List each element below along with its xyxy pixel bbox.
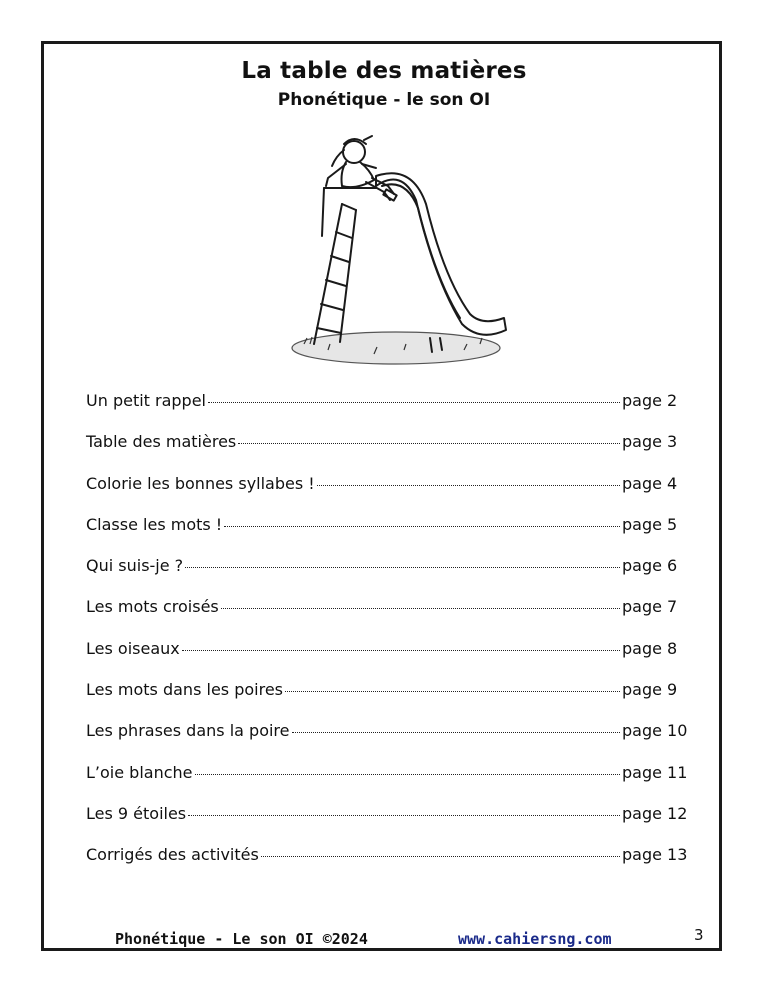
- toc-page: page 2: [622, 391, 678, 410]
- page-number: 3: [694, 926, 704, 944]
- dot-leader: [188, 815, 620, 816]
- dot-leader: [261, 856, 620, 857]
- toc-page: page 9: [622, 680, 678, 700]
- toc-label: Colorie les bonnes syllabes !: [86, 473, 315, 493]
- toc-label: Qui suis-je ?: [86, 556, 184, 576]
- toc-row: [86, 763, 688, 804]
- dot-leader: [285, 691, 620, 692]
- table-of-contents: [86, 391, 688, 887]
- toc-row: [86, 474, 688, 515]
- toc-row: [86, 556, 688, 597]
- toc-row: [86, 845, 688, 886]
- page-title: La table des matières: [241, 58, 527, 84]
- toc-label: Un petit rappel: [86, 391, 206, 410]
- toc-label: Corrigés des activités: [86, 845, 259, 865]
- toc-page: page 13: [622, 845, 688, 865]
- girl-on-slide-icon: [284, 128, 514, 374]
- toc-page: page 8: [622, 638, 678, 658]
- toc-row: [86, 639, 688, 680]
- toc-page: page 12: [622, 803, 688, 823]
- dot-leader: [292, 732, 621, 733]
- toc-label: L’oie blanche: [86, 762, 193, 782]
- toc-label: Les mots dans les poires: [86, 680, 283, 700]
- toc-row: [86, 432, 688, 473]
- toc-label: Les mots croisés: [86, 597, 219, 617]
- toc-page: page 7: [622, 597, 678, 617]
- dot-leader: [221, 608, 620, 609]
- footer-copyright: Phonétique - Le son OI ©2024: [115, 930, 368, 948]
- toc-row: [86, 680, 688, 721]
- toc-row: [86, 721, 688, 762]
- toc-label: Les 9 étoiles: [86, 803, 187, 823]
- dot-leader: [317, 485, 620, 486]
- toc-row: [86, 804, 688, 845]
- toc-row: [86, 515, 688, 556]
- toc-row: [86, 391, 688, 432]
- toc-page: page 5: [622, 514, 678, 534]
- toc-page: page 4: [622, 473, 678, 493]
- dot-leader: [182, 650, 620, 651]
- toc-page: page 10: [622, 721, 688, 741]
- dot-leader: [208, 402, 620, 403]
- toc-page: page 11: [622, 762, 688, 782]
- toc-row: [86, 597, 688, 638]
- toc-page: page 3: [622, 432, 678, 452]
- dot-leader: [224, 526, 620, 527]
- toc-label: Les oiseaux: [86, 638, 180, 658]
- dot-leader: [238, 443, 620, 444]
- toc-page: page 6: [622, 556, 678, 576]
- footer-website-link[interactable]: www.cahiersng.com: [458, 930, 612, 948]
- toc-label: Les phrases dans la poire: [86, 721, 290, 741]
- page-subtitle: Phonétique - le son OI: [277, 90, 491, 110]
- dot-leader: [185, 567, 620, 568]
- dot-leader: [195, 774, 621, 775]
- toc-label: Classe les mots !: [86, 514, 223, 534]
- toc-label: Table des matières: [86, 432, 237, 452]
